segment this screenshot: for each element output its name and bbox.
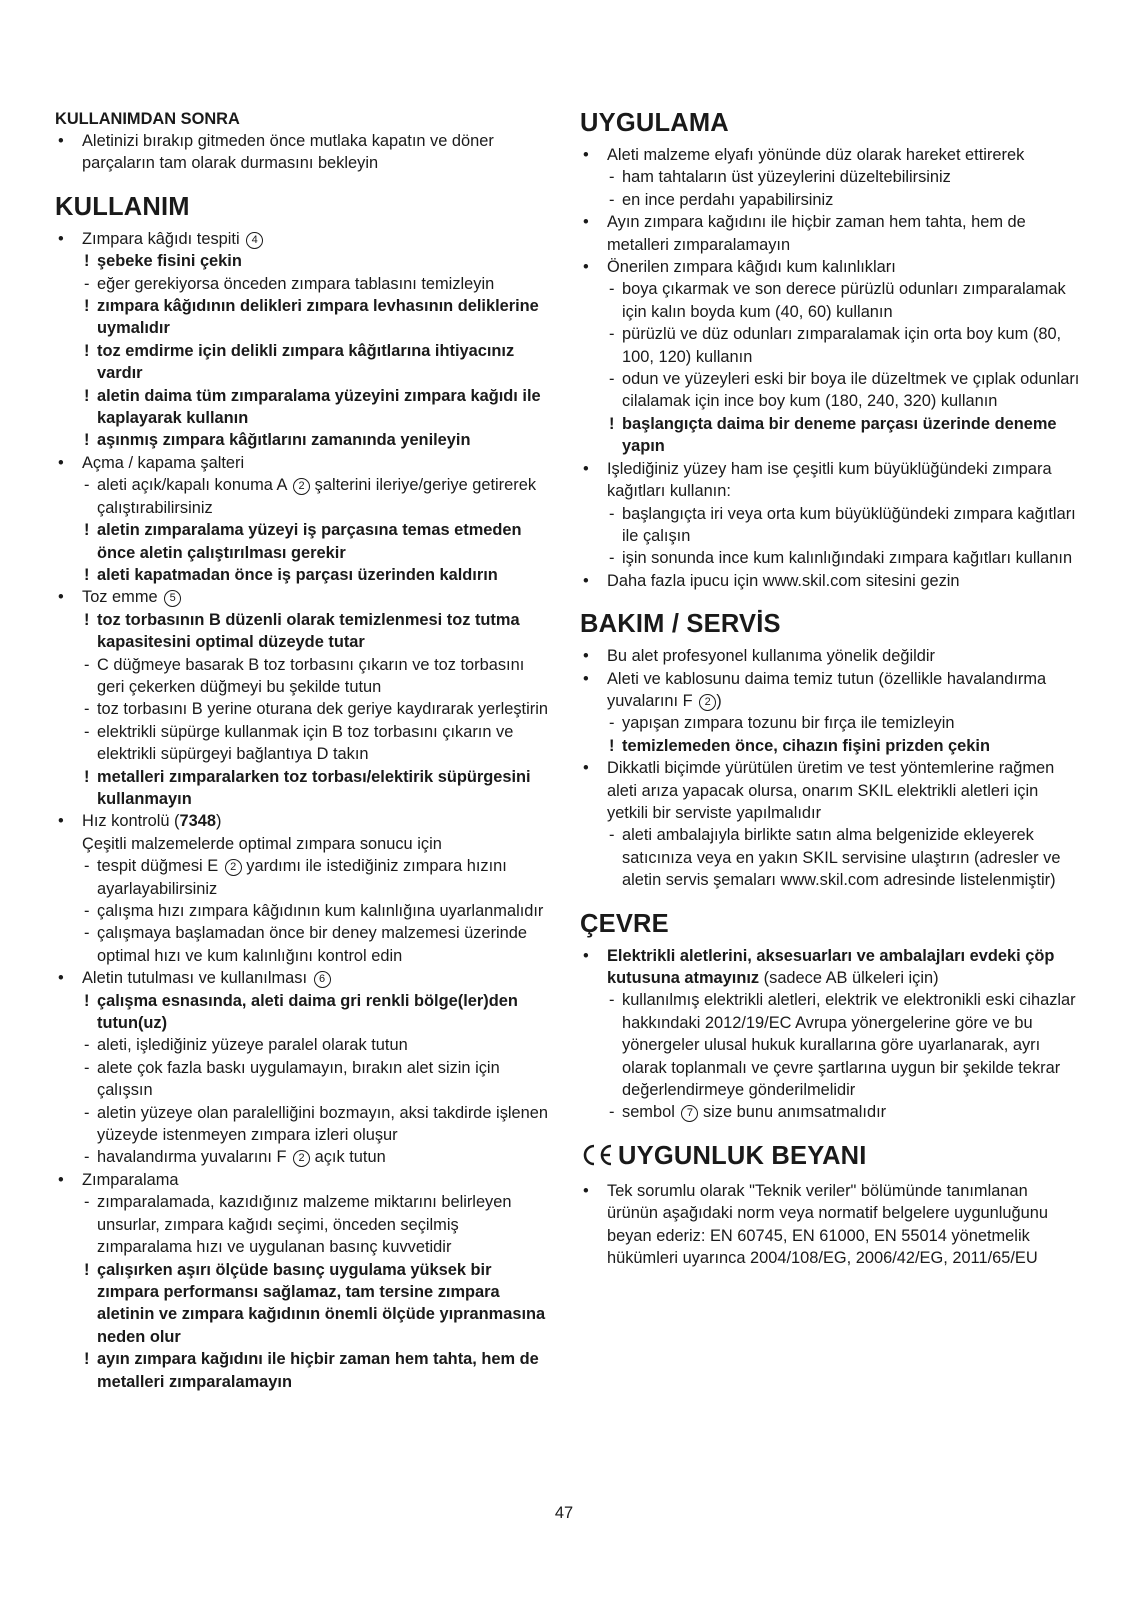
list-item: • Zımpara kâğıdı tespiti 4 <box>55 228 552 250</box>
warning-item: ! temizlemeden önce, cihazın fişini prizden çekin <box>580 735 1080 757</box>
list-item: • Elektrikli aletlerini, aksesuarları ve ambalajları evdeki çöp kutusuna atmayınız (sadece AB ülkeleri için) <box>580 945 1080 990</box>
ce-mark-icon <box>580 1143 614 1174</box>
sub-item: - alete çok fazla baskı uygulamayın, bırakın alet sizin için çalışsın <box>55 1057 552 1102</box>
figure-ref-badge: 5 <box>164 590 181 607</box>
warning-item: ! zımpara kâğıdının delikleri zımpara levhasının deliklerine uymalıdır <box>55 295 552 340</box>
use-heading: KULLANIM <box>55 192 190 221</box>
list-item: • Dikkatli biçimde yürütülen üretim ve test yöntemlerine rağmen aleti arıza yapacak olursa, onarım SKIL elektrikli aletleri için yetkili bir serviste yapılmalıdır <box>580 757 1080 824</box>
sub-item: - elektrikli süpürge kullanmak için B toz torbasını çıkarın ve elektrikli süpürgeyi bağlantıya D takın <box>55 721 552 766</box>
sub-item: - en ince perdahı yapabilirsiniz <box>580 189 1080 211</box>
warning-item: ! aletin daima tüm zımparalama yüzeyini zımpara kağıdı ile kaplayarak kullanın <box>55 385 552 430</box>
list-item: • Aleti ve kablosunu daima temiz tutun (özellikle havalandırma yuvalarını F 2 ) <box>580 668 1080 713</box>
sub-item: - pürüzlü ve düz odunları zımparalamak için orta boy kum (80, 100, 120) kullanın <box>580 323 1080 368</box>
paragraph: Çeşitli malzemelerde optimal zımpara sonucu için <box>82 834 442 853</box>
warning-item: ! çalışırken aşırı ölçüde basınç uygulama yüksek bir zımpara performansı sağlamaz, tam tersine zımpara aletinin ve zımpara kağıdının önemli ölçüde yıpranmasına neden olur <box>55 1259 552 1349</box>
sub-item: - çalışmaya başlamadan önce bir deney malzemesi üzerinde optimal hızı ve kum kalınlığını kontrol edin <box>55 922 552 967</box>
page-number: 47 <box>554 1504 574 1522</box>
sub-item: - odun ve yüzeyleri eski bir boya ile düzeltmek ve çıplak odunları cilalamak için ince boy kum (180, 240, 320) kullanın <box>580 368 1080 413</box>
sub-item: - yapışan zımpara tozunu bir fırça ile temizleyin <box>580 712 1080 734</box>
sub-item: - C düğmeye basarak B toz torbasını çıkarın ve toz torbasını geri çekerken düğmeyi bu şekilde tutun <box>55 654 552 699</box>
warning-item: ! çalışma esnasında, aleti daima gri renkli bölge(ler)den tutun(uz) <box>55 990 552 1035</box>
sub-item: - eğer gerekiyorsa önceden zımpara tablasını temizleyin <box>55 273 552 295</box>
sub-item: - başlangıçta iri veya orta kum büyüklüğündeki zımpara kağıtları ile çalışın <box>580 503 1080 548</box>
sub-item: - tespit düğmesi E 2 yardımı ile istediğiniz zımpara hızını ayarlayabilirsiniz <box>55 855 552 900</box>
list-item: • Ayın zımpara kağıdını ile hiçbir zaman hem tahta, hem de metalleri zımparalamayın <box>580 211 1080 256</box>
warning-item: ! aleti kapatmadan önce iş parçası üzerinden kaldırın <box>55 564 552 586</box>
sub-item: - zımparalamada, kazıdığınız malzeme miktarını belirleyen unsurlar, zımpara kağıdı seçimi, önceden seçilmiş zımparalama hızı ve uygulanan basınç kuvvetidir <box>55 1191 552 1258</box>
list-item: • Zımparalama <box>55 1169 552 1191</box>
warning-item: ! şebeke fisini çekin <box>55 250 552 272</box>
figure-ref-badge: 4 <box>246 232 263 249</box>
after-use-heading: KULLANIMDAN SONRA <box>55 110 240 128</box>
conformity-heading: UYGUNLUK BEYANI <box>580 1141 1080 1174</box>
warning-item: ! aşınmış zımpara kâğıtlarını zamanında yenileyin <box>55 429 552 451</box>
figure-ref-badge: 6 <box>314 971 331 988</box>
environment-heading: ÇEVRE <box>580 909 669 938</box>
service-heading: BAKIM / SERVİS <box>580 610 781 639</box>
sub-item: - işin sonunda ince kum kalınlığındaki zımpara kağıtları kullanın <box>580 547 1080 569</box>
list-item: • Aleti malzeme elyafı yönünde düz olarak hareket ettirerek <box>580 144 1080 166</box>
sub-item: - havalandırma yuvalarını F 2 açık tutun <box>55 1146 552 1168</box>
sub-item: - aleti ambalajıyla birlikte satın alma belgenizide ekleyerek satıcınıza veya en yakın SKIL servisine ulaştırın (adresler ve aletin servis şemaları www.skil.com adresinde listelenmiştir) <box>580 824 1080 891</box>
warning-item: ! metalleri zımparalarken toz torbası/elektirik süpürgesini kullanmayın <box>55 766 552 811</box>
warning-item: ! ayın zımpara kağıdını ile hiçbir zaman hem tahta, hem de metalleri zımparalamayın <box>55 1348 552 1393</box>
figure-ref-badge: 7 <box>681 1105 698 1122</box>
list-item: • Bu alet profesyonel kullanıma yönelik değildir <box>580 645 1080 667</box>
sub-item: - kullanılmış elektrikli aletleri, elektrik ve elektronikli eski cihazlar hakkındaki 2012/19/EC Avrupa yönergelerine göre ve bu yönergeler ulusal hukuk kurallarına göre uyarlanarak, ayrı olarak toplanmalı ve çevre şartlarına uygun bir şekilde tekrar değerlendirmeye gönderilmelidir <box>580 989 1080 1101</box>
warning-item: ! başlangıçta daima bir deneme parçası üzerinde deneme yapın <box>580 413 1080 458</box>
list-item: • Aletinizi bırakıp gitmeden önce mutlaka kapatın ve döner parçaların tam olarak durmasını bekleyin <box>55 130 552 175</box>
list-item: • Açma / kapama şalteri <box>55 452 552 474</box>
list-item: • Işlediğiniz yüzey ham ise çeşitli kum büyüklüğündeki zımpara kağıtları kullanın: <box>580 458 1080 503</box>
list-item: • Hız kontrolü (7348) <box>55 810 552 832</box>
sub-item: - aleti, işlediğiniz yüzeye paralel olarak tutun <box>55 1034 552 1056</box>
list-item: • Daha fazla ipucu için www.skil.com sitesini gezin <box>580 570 1080 592</box>
figure-ref-badge: 2 <box>699 694 716 711</box>
list-item: • Tek sorumlu olarak "Teknik veriler" bölümünde tanımlanan ürünün aşağıdaki norm veya normatif belgelere uygunluğunu beyan ederiz: EN 60745, EN 61000, EN 55014 yönetmelik hükümleri uyarınca 2004/108/EG, 2006/42/EG, 2011/65/EU <box>580 1180 1080 1270</box>
sub-item: - toz torbasını B yerine oturana dek geriye kaydırarak yerleştirin <box>55 698 552 720</box>
list-item: • Toz emme 5 <box>55 586 552 608</box>
figure-ref-badge: 2 <box>293 478 310 495</box>
application-heading: UYGULAMA <box>580 109 729 137</box>
right-column <box>580 108 1080 1269</box>
figure-ref-badge: 2 <box>293 1150 310 1167</box>
sub-item: - çalışma hızı zımpara kâğıdının kum kalınlığına uyarlanmalıdır <box>55 900 552 922</box>
figure-ref-badge: 2 <box>225 859 242 876</box>
sub-item: - aleti açık/kapalı konuma A 2 şalterini ileriye/geriye getirerek çalıştırabilirsiniz <box>55 474 552 519</box>
list-item: • Aletin tutulması ve kullanılması 6 <box>55 967 552 989</box>
sub-item: - sembol 7 size bunu anımsatmalıdır <box>580 1101 1080 1123</box>
warning-item: ! aletin zımparalama yüzeyi iş parçasına temas etmeden önce aletin çalıştırılması gerekir <box>55 519 552 564</box>
left-column <box>55 108 552 1393</box>
sub-item: - boya çıkarmak ve son derece pürüzlü odunları zımparalamak için kalın boyda kum (40, 60) kullanın <box>580 278 1080 323</box>
sub-item: - ham tahtaların üst yüzeylerini düzeltebilirsiniz <box>580 166 1080 188</box>
sub-item: - aletin yüzeye olan paralelliğini bozmayın, aksi takdirde işlenen yüzeyde istenmeyen zımpara izleri oluşur <box>55 1102 552 1147</box>
model-number: 7348 <box>179 812 216 831</box>
warning-item: ! toz emdirme için delikli zımpara kâğıtlarına ihtiyacınız vardır <box>55 340 552 385</box>
list-item: • Önerilen zımpara kâğıdı kum kalınlıkları <box>580 256 1080 278</box>
warning-item: ! toz torbasının B düzenli olarak temizlenmesi toz tutma kapasitesini optimal düzeyde tutar <box>55 609 552 654</box>
